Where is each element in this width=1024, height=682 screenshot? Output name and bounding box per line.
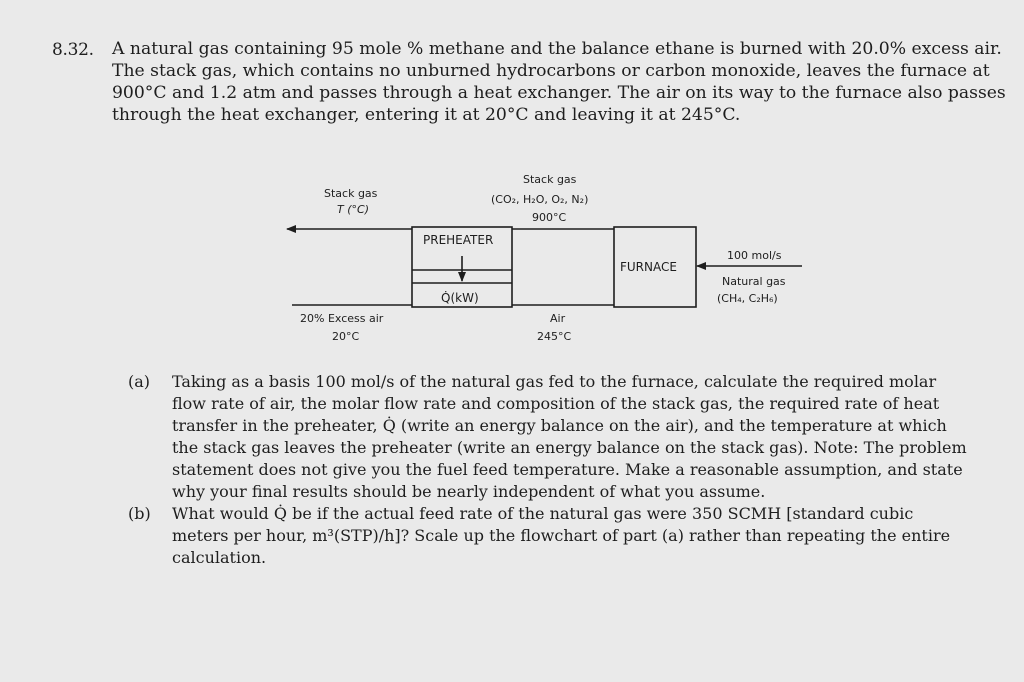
q-label: Q̇(kW) [441,291,479,305]
stack-gas-out-label: Stack gas [324,187,378,200]
stack-gas-composition: (CO₂, H₂O, O₂, N₂) [491,193,589,206]
part-line: calculation. [172,548,267,567]
part-line: statement does not give you the fuel feed temperature. Make a reasonable assumption, and state [172,460,963,479]
statement-line: through the heat exchanger, entering it at 20°C and leaving it at 245°C. [112,105,741,125]
part-line: transfer in the preheater, Q̇ (write an energy balance on the air), and the temperature at which [172,416,947,435]
statement-line: The stack gas, which contains no unburned hydrocarbons or carbon monoxide, leaves the furnace at [112,61,990,81]
furnace-label: FURNACE [620,260,677,274]
air-out-temp: 245°C [537,330,572,343]
air-in-temp: 20°C [332,330,360,343]
stack-gas-in-label: Stack gas [523,173,577,186]
part-label: (b) [128,504,151,523]
part-line: meters per hour, m³(STP)/h]? Scale up the flowchart of part (a) rather than repeating the entire [172,526,951,545]
problem-number: 8.32. [52,40,94,60]
part-line: What would Q̇ be if the actual feed rate of the natural gas were 350 SCMH [standard cubic [172,504,914,523]
air-out-label: Air [550,312,566,325]
part-line: why your final results should be nearly independent of what you assume. [172,482,766,501]
part-line: Taking as a basis 100 mol/s of the natural gas fed to the furnace, calculate the required molar [172,372,937,391]
air-in-label: 20% Excess air [300,312,384,325]
statement-line: A natural gas containing 95 mole % methane and the balance ethane is burned with 20.0% excess air. [112,39,1002,59]
stack-gas-out-temp: T (°C) [337,203,369,216]
part-line: the stack gas leaves the preheater (write an energy balance on the stack gas). Note: The problem [172,438,967,457]
part-b [128,503,978,569]
stack-gas-in-temp: 900°C [532,211,567,224]
part-a [128,371,978,503]
problem-parts [128,371,978,569]
feed-name: Natural gas [722,275,786,288]
statement-line: 900°C and 1.2 atm and passes through a heat exchanger. The air on its way to the furnace also passes [112,83,1006,103]
feed-rate: 100 mol/s [727,249,782,262]
part-label: (a) [128,372,151,391]
feed-composition: (CH₄, C₂H₆) [717,292,778,305]
part-line: flow rate of air, the molar flow rate and composition of the stack gas, the required rate of heat [172,394,940,413]
preheater-label: PREHEATER [423,233,494,247]
